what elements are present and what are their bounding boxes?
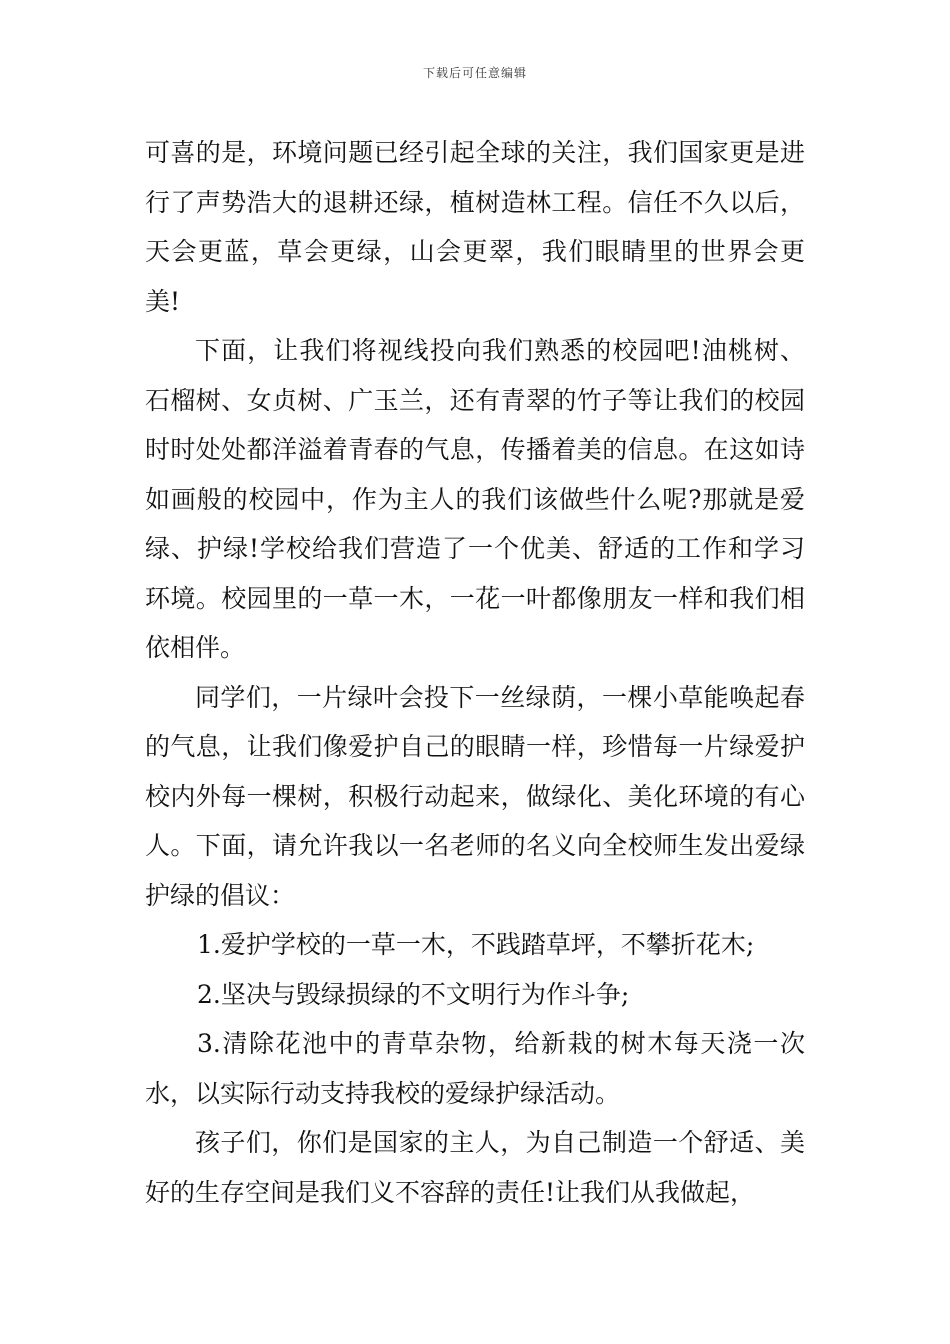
proposal-item-1: 1.爱护学校的一草一木，不践踏草坪，不攀折花木; (197, 930, 755, 959)
proposal-item-2: 2.坚决与毁绿损绿的不文明行为作斗争; (197, 979, 630, 1009)
paragraph-1: 可喜的是，环境问题已经引起全球的关注，我们国家更是进行了声势浩大的退耕还绿，植树造林工程。信任不久以后，天会更蓝，草会更绿，山会更翠，我们眼睛里的世界会更美! (145, 138, 805, 316)
paragraph-3: 同学们，一片绿叶会投下一丝绿荫，一棵小草能唤起春的气息，让我们像爱护自己的眼睛一样，珍惜每一片绿爱护校内外每一棵树，积极行动起来，做绿化、美化环境的有心人。下面，请允许我以一名老师的名义向全校师生发出爱绿护绿的倡议： (145, 682, 805, 910)
header-note: 下载后可任意编辑 (422, 66, 527, 80)
paragraph-4: 孩子们，你们是国家的主人，为自己制造一个舒适、美好的生存空间是我们义不容辞的责任!让我们从我做起， (145, 1128, 805, 1207)
paragraph-2: 下面，让我们将视线投向我们熟悉的校园吧!油桃树、石榴树、女贞树、广玉兰，还有青翠的竹子等让我们的校园时时处处都洋溢着青春的气息，传播着美的信息。在这如诗如画般的校园中，作为主人的我们该做些什么呢?那就是爱绿、护绿!学校给我们营造了一个优美、舒适的工作和学习环境。校园里的一草一木，一花一叶都像朋友一样和我们相依相伴。 (145, 336, 805, 662)
proposal-item-3: 3.清除花池中的青草杂物，给新栽的树木每天浇一次水，以实际行动支持我校的爱绿护绿活动。 (145, 1029, 805, 1108)
document-body (145, 128, 805, 1217)
